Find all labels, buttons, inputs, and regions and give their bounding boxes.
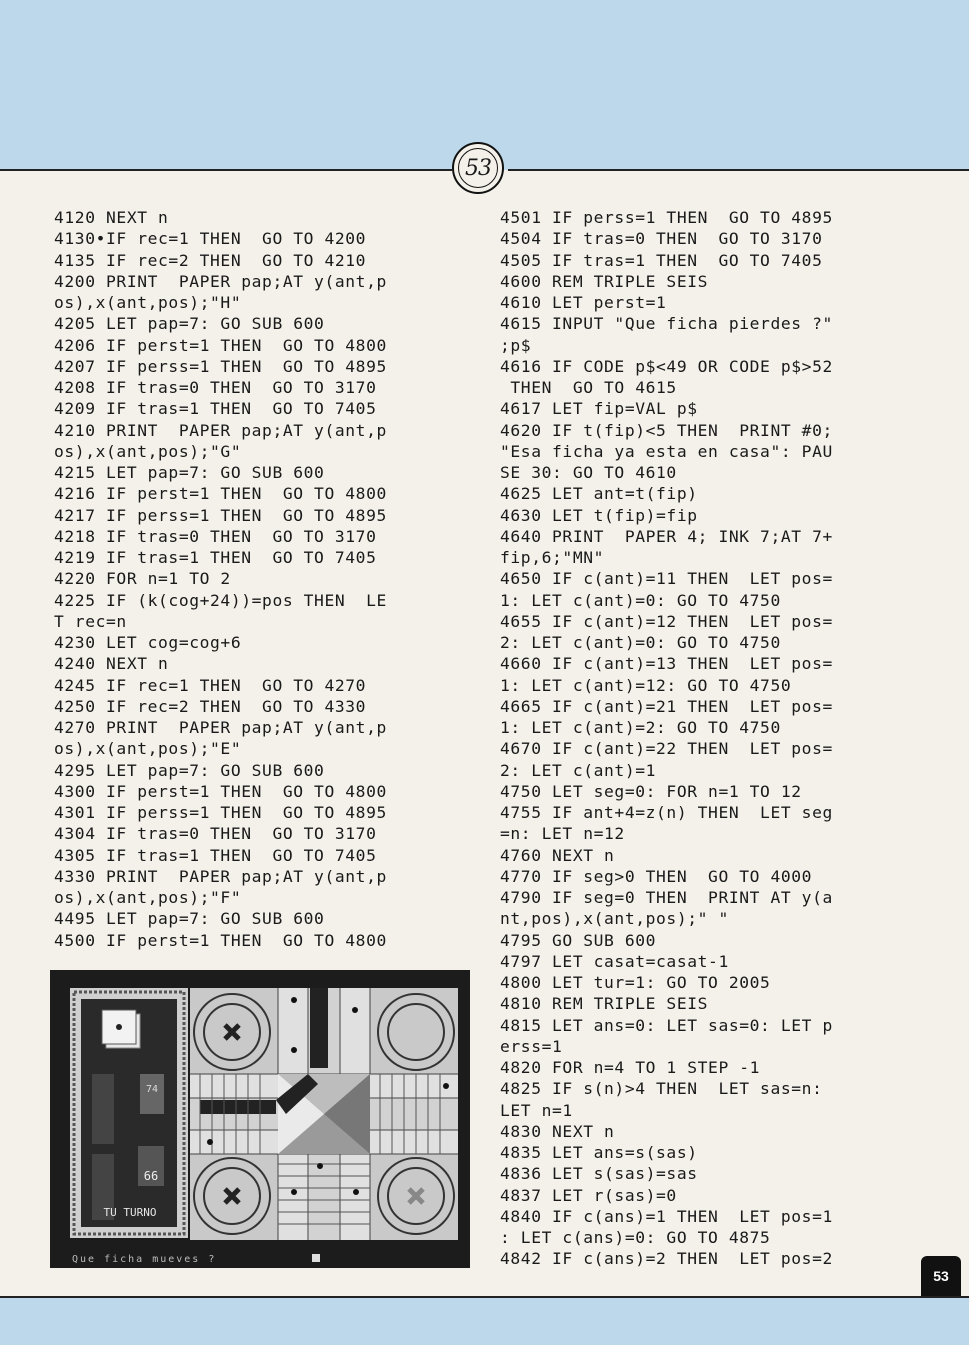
code-line: 4500 IF perst=1 THEN GO TO 4800 xyxy=(54,930,387,950)
header-rule-left xyxy=(0,169,452,171)
code-line: LET n=1 xyxy=(500,1100,573,1120)
code-line: erss=1 xyxy=(500,1036,563,1056)
code-line: : LET c(ans)=0: GO TO 4875 xyxy=(500,1228,771,1247)
code-line: 4625 LET ant=t(fip) xyxy=(500,484,698,504)
code-line: 4301 IF perss=1 THEN GO TO 4895 xyxy=(54,803,387,822)
code-line: 4750 LET seg=0: FOR n=1 TO 12 xyxy=(500,781,802,801)
code-line: 4615 INPUT "Que ficha pierdes ?" xyxy=(500,314,833,334)
code-line: os),x(ant,pos);"H" xyxy=(54,293,242,312)
code-line: 4650 IF c(ant)=11 THEN LET pos= xyxy=(500,569,833,589)
turn-label: TU TURNO xyxy=(103,1206,157,1219)
code-line: THEN GO TO 4615 xyxy=(500,378,677,397)
code-line: 4760 NEXT n xyxy=(500,845,615,865)
code-line: 4270 PRINT PAPER pap;AT y(ant,p xyxy=(54,718,387,737)
code-line: 4755 IF ant+4=z(n) THEN LET seg xyxy=(500,803,833,822)
code-line: fip,6;"MN" xyxy=(500,548,605,567)
code-line: 4215 LET pap=7: GO SUB 600 xyxy=(54,463,325,482)
code-line: 1: LET c(ant)=2: GO TO 4750 xyxy=(500,718,781,737)
header-rule-right xyxy=(508,169,969,171)
code-line: 2: LET c(ant)=0: GO TO 4750 xyxy=(500,633,781,652)
code-line: 4240 NEXT n xyxy=(54,654,169,674)
code-line: 4810 REM TRIPLE SEIS xyxy=(500,994,709,1014)
code-line: 4216 IF perst=1 THEN GO TO 4800 xyxy=(54,484,387,504)
code-line: 4208 IF tras=0 THEN GO TO 3170 xyxy=(54,378,377,397)
code-line: 1: LET c(ant)=12: GO TO 4750 xyxy=(500,675,792,695)
code-line: 4820 FOR n=4 TO 1 STEP -1 xyxy=(500,1058,761,1077)
code-line: 4797 LET casat=casat-1 xyxy=(500,951,729,971)
code-line: 4135 IF rec=2 THEN GO TO 4210 xyxy=(54,250,367,270)
code-line: 4210 PRINT PAPER pap;AT y(ant,p xyxy=(54,420,387,440)
code-line: 4617 LET fip=VAL p$ xyxy=(500,399,698,419)
code-line: 4245 IF rec=1 THEN GO TO 4270 xyxy=(54,675,367,695)
code-line: 4790 IF seg=0 THEN PRINT AT y(a xyxy=(500,888,833,907)
code-line: 4217 IF perss=1 THEN GO TO 4895 xyxy=(54,505,387,525)
footer-rule xyxy=(0,1296,969,1298)
code-line: 4220 FOR n=1 TO 2 xyxy=(54,569,231,589)
code-line: os),x(ant,pos);"E" xyxy=(54,739,242,759)
code-line: 4305 IF tras=1 THEN GO TO 7405 xyxy=(54,845,377,865)
code-line: 4209 IF tras=1 THEN GO TO 7405 xyxy=(54,399,377,419)
code-line: ;p$ xyxy=(500,335,532,355)
code-line: 4230 LET cog=cog+6 xyxy=(54,633,242,652)
code-line: 4616 IF CODE p$<49 OR CODE p$>52 xyxy=(500,356,833,376)
code-line: 4620 IF t(fip)<5 THEN PRINT #0; xyxy=(500,420,833,440)
code-line: 4815 LET ans=0: LET sas=0: LET p xyxy=(500,1015,833,1035)
code-line: os),x(ant,pos);"F" xyxy=(54,888,242,907)
code-line: 4330 PRINT PAPER pap;AT y(ant,p xyxy=(54,866,387,886)
game-screenshot xyxy=(50,970,470,1268)
code-line: =n: LET n=12 xyxy=(500,824,625,844)
code-line: 4825 IF s(n)>4 THEN LET sas=n: xyxy=(500,1079,823,1099)
code-line: 4300 IF perst=1 THEN GO TO 4800 xyxy=(54,781,387,801)
code-line: 4207 IF perss=1 THEN GO TO 4895 xyxy=(54,356,387,376)
code-line: 4660 IF c(ant)=13 THEN LET pos= xyxy=(500,654,833,674)
code-line: 4495 LET pap=7: GO SUB 600 xyxy=(54,909,325,929)
code-listing-right xyxy=(500,207,833,1270)
score-top: 74 xyxy=(145,1084,159,1095)
page-number: 53 xyxy=(921,1256,961,1296)
code-line: 4670 IF c(ant)=22 THEN LET pos= xyxy=(500,739,833,759)
chapter-badge xyxy=(452,142,504,194)
code-line: 4835 LET ans=s(sas) xyxy=(500,1143,698,1162)
code-line: 4837 LET r(sas)=0 xyxy=(500,1185,677,1205)
code-line: T rec=n xyxy=(54,611,127,631)
code-line: 2: LET c(ant)=1 xyxy=(500,760,657,780)
code-line: 1: LET c(ant)=0: GO TO 4750 xyxy=(500,590,781,610)
code-line: 4830 NEXT n xyxy=(500,1121,615,1141)
code-line: 4800 LET tur=1: GO TO 2005 xyxy=(500,973,771,992)
code-listing-left xyxy=(54,207,387,951)
code-line: 4600 REM TRIPLE SEIS xyxy=(500,271,709,291)
score-bottom: 66 xyxy=(143,1169,159,1183)
code-line: 4836 LET s(sas)=sas xyxy=(500,1164,698,1184)
code-line: 4640 PRINT PAPER 4; INK 7;AT 7+ xyxy=(500,526,833,546)
code-line: 4501 IF perss=1 THEN GO TO 4895 xyxy=(500,208,833,227)
code-line: 4505 IF tras=1 THEN GO TO 7405 xyxy=(500,250,823,270)
code-line: 4205 LET pap=7: GO SUB 600 xyxy=(54,314,325,334)
code-line: SE 30: GO TO 4610 xyxy=(500,463,677,482)
code-line: 4842 IF c(ans)=2 THEN LET pos=2 xyxy=(500,1249,833,1269)
code-line: nt,pos),x(ant,pos);" " xyxy=(500,909,729,929)
code-line: 4655 IF c(ant)=12 THEN LET pos= xyxy=(500,611,833,631)
code-line: 4610 LET perst=1 xyxy=(500,293,667,312)
code-line: 4206 IF perst=1 THEN GO TO 4800 xyxy=(54,335,387,355)
code-line: 4295 LET pap=7: GO SUB 600 xyxy=(54,760,325,780)
code-line: 4630 LET t(fip)=fip xyxy=(500,505,698,525)
code-line: 4120 NEXT n xyxy=(54,208,169,227)
parchis-board-image xyxy=(50,970,470,1268)
code-line: 4770 IF seg>0 THEN GO TO 4000 xyxy=(500,866,813,886)
bottom-color-band xyxy=(0,1296,969,1345)
chapter-number: 53 xyxy=(458,148,498,188)
code-line: 4200 PRINT PAPER pap;AT y(ant,p xyxy=(54,271,387,291)
code-line: 4218 IF tras=0 THEN GO TO 3170 xyxy=(54,526,377,546)
code-line: 4795 GO SUB 600 xyxy=(500,930,657,950)
code-line: 4225 IF (k(cog+24))=pos THEN LE xyxy=(54,590,387,610)
code-line: 4665 IF c(ant)=21 THEN LET pos= xyxy=(500,696,833,716)
code-line: 4250 IF rec=2 THEN GO TO 4330 xyxy=(54,696,367,716)
code-line: "Esa ficha ya esta en casa": PAU xyxy=(500,441,833,461)
code-line: 4219 IF tras=1 THEN GO TO 7405 xyxy=(54,548,377,567)
code-line: os),x(ant,pos);"G" xyxy=(54,441,242,461)
code-line: 4130•IF rec=1 THEN GO TO 4200 xyxy=(54,229,367,249)
code-line: 4504 IF tras=0 THEN GO TO 3170 xyxy=(500,229,823,249)
code-line: 4304 IF tras=0 THEN GO TO 3170 xyxy=(54,824,377,844)
code-line: 4840 IF c(ans)=1 THEN LET pos=1 xyxy=(500,1206,833,1226)
input-prompt: Que ficha mueves ? xyxy=(72,1254,217,1265)
